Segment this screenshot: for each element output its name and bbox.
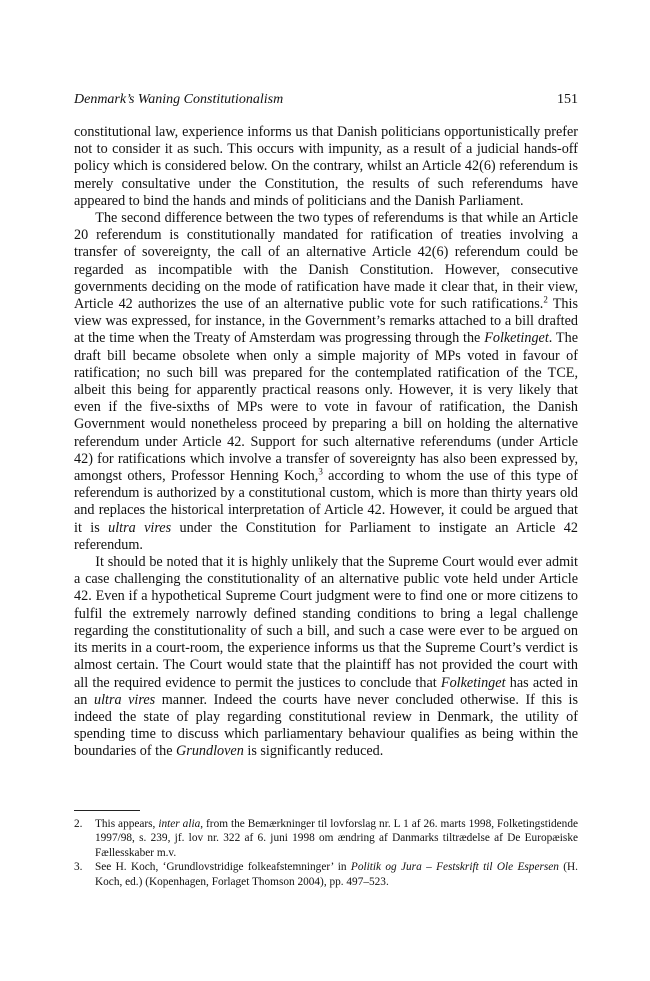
text-run: according to whom the use of this type of referendum is authorized by a constitutional custom, which is more than thirty years old and replaces the historical interpretation of Article 42. However, it could be argued that it is xyxy=(74,468,578,536)
italic-text: ultra vires xyxy=(93,691,156,708)
text-run: under the Constitution for Parliament to instigate an Article 42 referendum. xyxy=(74,519,578,553)
footnote xyxy=(74,860,578,889)
italic-text: Folketinget xyxy=(440,674,506,691)
footnote xyxy=(74,817,578,860)
footnote-text xyxy=(95,860,578,889)
running-head xyxy=(74,92,578,112)
paragraph xyxy=(74,124,578,210)
text-run: . The draft bill became obsolete when only a simple majority of MPs voted in favour of ratification; no such bill was prepared for the contemplated ratification of the TCE, albeit this being for apparently practical reasons only. However, it is very likely that even if the five-sixths of MPs were to vote in favour of ratification, the Danish Government would nonetheless proceed by preparing a bill on holding the alternative referendum under Article 42. Support for such alternative referendums (under Article 42) for ratifications which involve a transfer of sovereignty has also been expressed by, amongst others, Professor Henning Koch, xyxy=(74,330,578,485)
footnote-number: 2. xyxy=(74,818,83,830)
text-run: is significantly reduced. xyxy=(243,743,384,760)
text-run: manner. Indeed the courts have never concluded otherwise. If this is indeed the state of play regarding constitutional review in Denmark, the utility of spending time to discuss which parliamentary behaviour qualifies as being within the boundaries of the xyxy=(74,691,578,760)
body-text xyxy=(74,124,578,761)
page-number: 151 xyxy=(557,92,578,107)
footnote-text xyxy=(95,817,578,860)
footnote-number: 3. xyxy=(74,861,83,874)
text-run: has acted in an xyxy=(74,674,578,708)
paragraph xyxy=(74,554,578,760)
text-run: It should be noted that it is highly unlikely that the Supreme Court would ever admit a case challenging the constitutionality of an alternative public vote held under Article 42. Even if a hypothetical Supreme Court judgment were to find one or more citizens to fulfil the extremely narrowly defined standing conditions to bring a legal challenge regarding the constitutionality of such a bill, and such a case were ever to be argued on its merits in a court-room, the experience informs us that the Supreme Court’s verdict is almost certain. The Court would state that the plaintiff has not provided the court with all the required evidence to permit the justices to conclude that xyxy=(74,554,578,691)
footnote-list xyxy=(74,817,578,889)
page xyxy=(74,92,578,761)
paragraph xyxy=(74,210,578,554)
italic-text: Folketinget xyxy=(484,330,549,347)
footnote-ref: 3 xyxy=(318,466,323,477)
italic-text: Grundloven xyxy=(176,743,244,760)
text-run: constitutional law, experience informs us that Danish politicians opportunistically prefer not to consider it as such. This occurs with impunity, as a result of a judicial hands-off policy which is considered below. On the contrary, whilst an Article 42(6) referendum is merely consultative under the Constitution, the results of such referendums have appeared to bind the hands and minds of politicians and the Danish Parliament. xyxy=(74,124,578,209)
text-run: See H. Koch, ‘Grundlovstridige folkeafstemninger’ in xyxy=(95,861,351,874)
text-run: The second difference between the two types of referendums is that while an Article 20 referendum is constitutionally mandated for ratification of treaties involving a transfer of sovereignty, the call of an alternative Article 42(6) referendum could be regarded as incompatible with the Danish Constitution. However, consecutive governments deciding on the mode of ratification have made it clear that, in their view, Article 42 authorizes the use of an alternative public vote for such ratifications. xyxy=(74,210,578,313)
italic-text: inter alia xyxy=(158,818,201,830)
footnote-ref: 2 xyxy=(543,294,548,305)
italic-text: Politik og Jura – Festskrift til Ole Espersen xyxy=(350,861,559,874)
text-run: This appears, xyxy=(95,818,159,830)
footnote-rule xyxy=(74,810,140,811)
italic-text: ultra vires xyxy=(108,519,172,536)
text-run: (H. Koch, ed.) (Kopenhagen, Forlaget Thomson 2004), pp. 497–523. xyxy=(95,861,579,888)
footnotes xyxy=(74,810,578,889)
running-title: Denmark’s Waning Constitutionalism xyxy=(74,92,284,107)
text-run: , from the Bemærkninger til lovforslag nr. L 1 af 26. marts 1998, Folketingstidende 1997/98, s. 239, jf. lov nr. 322 af 6. juni 1998 om ændring af Danmarks tiltrædelse af De Europæiske Fællesskaber m.v. xyxy=(95,818,578,859)
text-run: This view was expressed, for instance, in the Government’s remarks attached to a bill drafted at the time when the Treaty of Amsterdam was progressing through the xyxy=(74,296,578,347)
